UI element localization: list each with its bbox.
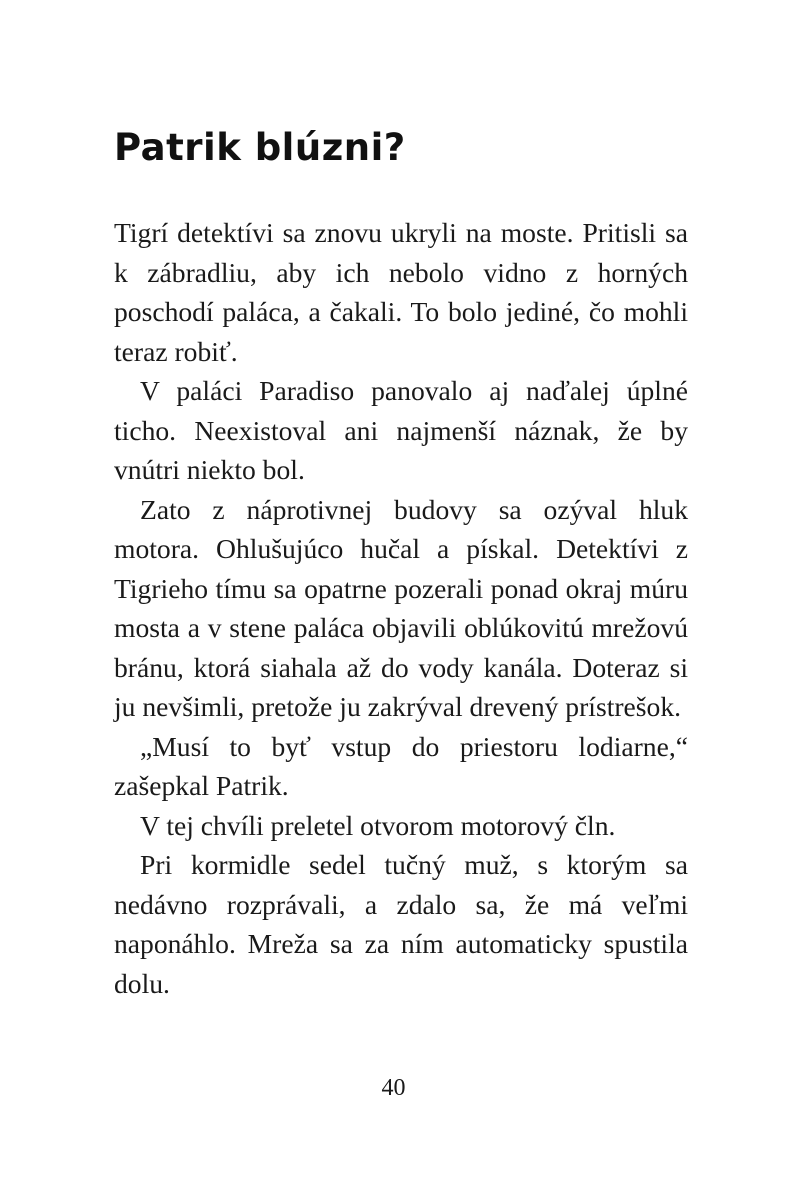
- chapter-title: Patrik blúzni?: [114, 126, 406, 169]
- paragraph-2: V paláci Paradiso panovalo aj naďalej úplné ticho. Neexistoval ani najmenší náznak, že by vnútri niekto bol.: [114, 375, 688, 485]
- body-text: [114, 213, 688, 1003]
- page-number: 40: [381, 1075, 406, 1101]
- paragraph-4: „Musí to byť vstup do priestoru lodiarne,“ zašepkal Patrik.: [114, 730, 688, 801]
- paragraph-5: V tej chvíli preletel otvorom motorový čln.: [140, 809, 616, 841]
- paragraph-3: Zato z náprotivnej budovy sa ozýval hluk motora. Ohlušujúco hučal a pískal. Detektívi z Tigrieho tímu sa opatrne pozerali ponad okraj múru mosta a v stene paláca objavili oblúkovitú mrežovú bránu, ktorá siahala až do vody kanála. Doteraz si ju nevšimli, pretože ju zakrýval drevený prístrešok.: [114, 493, 688, 722]
- paragraph-1: Tigrí detektívi sa znovu ukryli na moste. Pritisli sa k zábradliu, aby ich nebolo vidno z horných poschodí paláca, a čakali. To bolo jediné, čo mohli teraz robiť.: [114, 217, 688, 367]
- paragraph-6: Pri kormidle sedel tučný muž, s ktorým sa nedávno rozprávali, a zdalo sa, že má veľmi naponáhlo. Mreža sa za ním automaticky spustila dolu.: [114, 849, 688, 999]
